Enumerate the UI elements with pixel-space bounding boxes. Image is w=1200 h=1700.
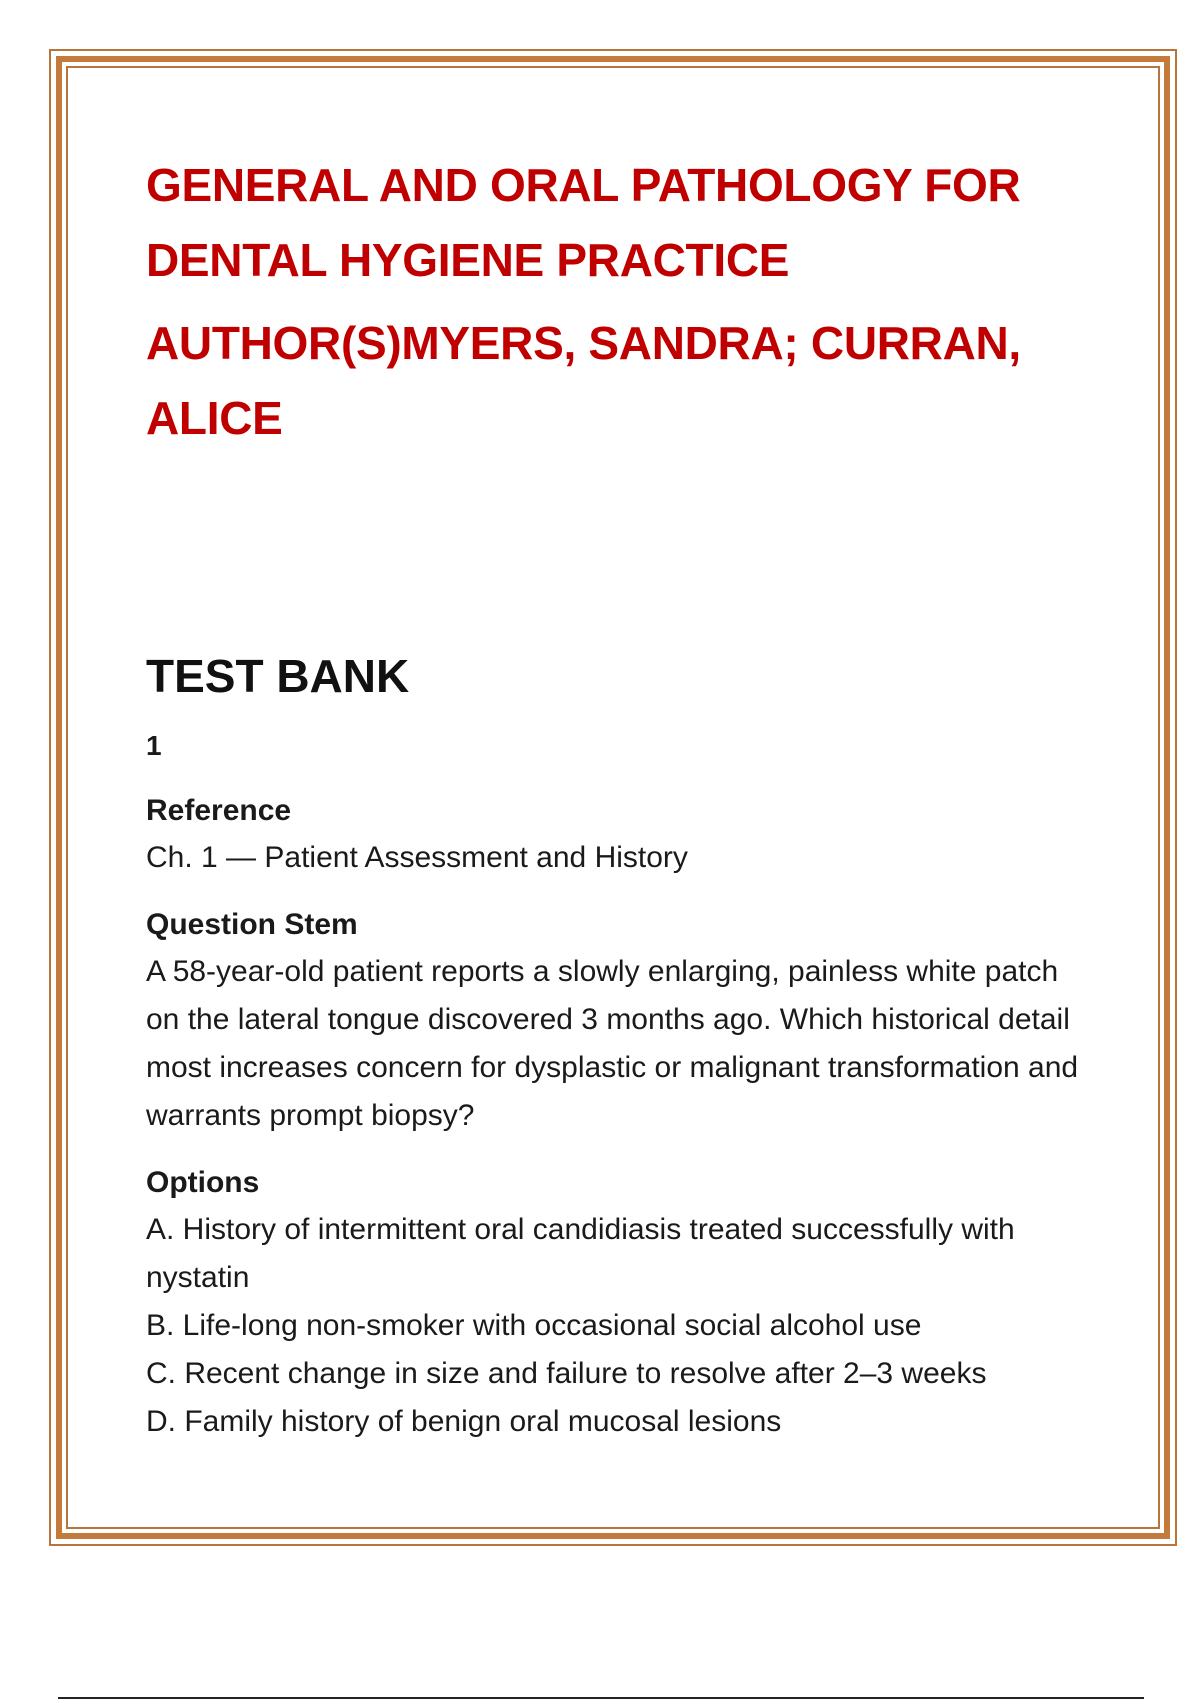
options-label: Options <box>146 1166 260 1199</box>
option-c: C. Recent change in size and failure to resolve after 2–3 weeks <box>146 1357 987 1390</box>
document-content <box>146 148 1096 1446</box>
reference-label: Reference <box>146 794 292 827</box>
document-title: GENERAL AND ORAL PATHOLOGY FOR DENTAL HYGIENE PRACTICE <box>146 159 1021 286</box>
question-stem-label: Question Stem <box>146 908 358 941</box>
option-a: A. History of intermittent oral candidiasis treated successfully with nystatin <box>146 1213 1015 1294</box>
document-authors: AUTHOR(S)MYERS, SANDRA; CURRAN, ALICE <box>146 317 1021 444</box>
question-stem-text: A 58-year-old patient reports a slowly enlarging, painless white patch on the lateral tongue discovered 3 months ago. Which historical detail most increases concern for dysplastic or malignant transformation and warrants prompt biopsy? <box>146 955 1079 1132</box>
reference-text: Ch. 1 — Patient Assessment and History <box>146 841 688 874</box>
section-title: TEST BANK <box>146 650 410 702</box>
option-b: B. Life-long non-smoker with occasional social alcohol use <box>146 1309 922 1342</box>
option-d: D. Family history of benign oral mucosal lesions <box>146 1405 782 1438</box>
question-number: 1 <box>146 730 162 761</box>
footer-divider <box>58 1697 1144 1699</box>
